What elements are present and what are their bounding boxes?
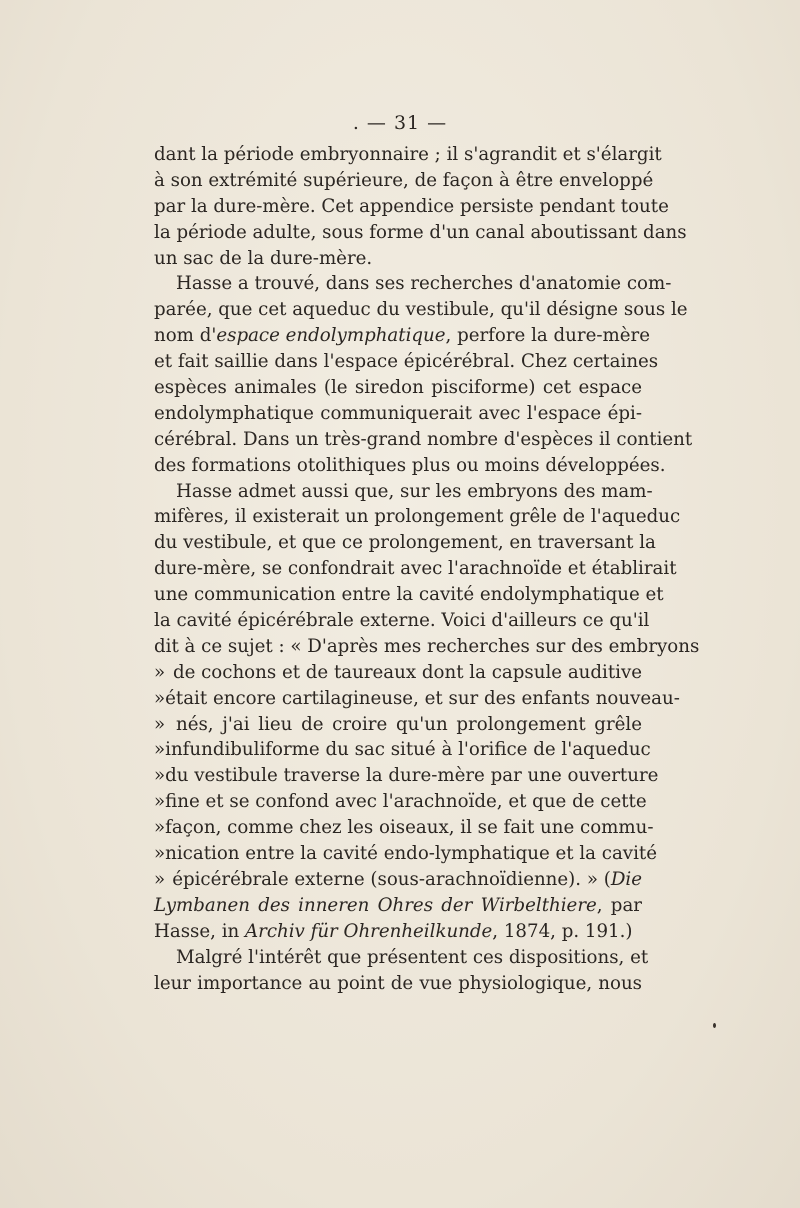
text-line xyxy=(154,919,642,945)
quote-text: du vestibule traverse la dure-mère par une ouverture xyxy=(165,765,659,787)
text-segment: nom d' xyxy=(154,325,217,347)
text-line: espèces animales (le siredon pisciforme) cet espace xyxy=(154,377,642,399)
text-line: la période adulte, sous forme d'un canal aboutissant dans xyxy=(154,221,687,243)
text-line: des formations otolithiques plus ou moins développées. xyxy=(154,454,666,476)
text-line: et fait saillie dans l'espace épicérébral. Chez certaines xyxy=(154,351,659,373)
text-line xyxy=(154,893,642,919)
text-segment: Hasse, in xyxy=(154,920,246,942)
page-number-header: . — 31 — xyxy=(352,112,448,134)
quote-mark: » xyxy=(154,843,166,865)
text-line: parée, que cet aqueduc du vestibule, qu'il désigne sous le xyxy=(154,299,688,321)
text-line: Hasse a trouvé, dans ses recherches d'anatomie com- xyxy=(176,273,672,295)
text-line: Malgré l'intérêt que présentent ces dispositions, et xyxy=(176,946,649,968)
text-segment: , 1874, p. 191.) xyxy=(492,920,633,942)
ink-speck xyxy=(713,1023,716,1028)
quote-mark: » xyxy=(154,791,166,813)
text-line: leur importance au point de vue physiologique, nous xyxy=(154,972,642,994)
quote-text xyxy=(172,867,642,893)
quote-text: nication entre la cavité endo-lymphatique et la cavité xyxy=(165,843,657,865)
text-line: endolymphatique communiquerait avec l'espace épi- xyxy=(154,402,642,424)
text-line xyxy=(154,712,642,738)
quote-mark: » xyxy=(154,713,166,735)
text-line xyxy=(154,660,642,686)
text-line xyxy=(154,841,657,867)
italic-segment: Archiv für Ohrenheilkunde xyxy=(245,920,493,942)
quote-text: de cochons et de taureaux dont la capsule auditive xyxy=(172,661,642,683)
quote-mark: » xyxy=(154,765,166,787)
text-line: mifères, il existerait un prolongement grêle de l'aqueduc xyxy=(154,506,681,528)
text-line: du vestibule, et que ce prolongement, en traversant la xyxy=(154,532,656,554)
quote-text: infundibuliforme du sac situé à l'orifice de l'aqueduc xyxy=(165,739,651,761)
text-line: cérébral. Dans un très-grand nombre d'espèces il contient xyxy=(154,428,693,450)
text-segment: , perfore la dure-mère xyxy=(445,325,650,347)
quote-text: était encore cartilagineuse, et sur des enfants nouveau- xyxy=(165,687,680,709)
quote-text: nés, j'ai lieu de croire qu'un prolongement grêle xyxy=(176,713,642,735)
italic-segment: Lymbanen des inneren Ohres der Wirbelthiere xyxy=(154,894,597,916)
body-text xyxy=(154,142,700,996)
text-line: la cavité épicérébrale externe. Voici d'ailleurs ce qu'il xyxy=(154,610,650,632)
text-line: dit à ce sujet : « D'après mes recherches sur des embryons xyxy=(154,635,700,657)
text-line: par la dure-mère. Cet appendice persiste pendant toute xyxy=(154,195,669,217)
text-segment: , par xyxy=(596,894,642,916)
text-line: Hasse admet aussi que, sur les embryons des mam- xyxy=(176,480,653,502)
text-line: un sac de la dure-mère. xyxy=(154,247,373,269)
quote-text: fine et se confond avec l'arachnoïde, et que de cette xyxy=(165,791,647,813)
italic-segment: Die xyxy=(610,868,642,890)
text-line: à son extrémité supérieure, de façon à être enveloppé xyxy=(154,169,654,191)
text-line: dure-mère, se confondrait avec l'arachnoïde et établirait xyxy=(154,558,677,580)
quote-mark: » xyxy=(154,868,166,890)
text-segment: épicérébrale externe (sous-arachnoïdienne). » ( xyxy=(172,868,611,890)
text-line xyxy=(154,323,650,349)
quote-text: façon, comme chez les oiseaux, il se fait une commu- xyxy=(165,817,654,839)
quote-mark: » xyxy=(154,661,166,683)
quote-mark: » xyxy=(154,817,166,839)
text-line xyxy=(154,686,680,712)
text-line: une communication entre la cavité endolymphatique et xyxy=(154,584,664,606)
quote-mark: » xyxy=(154,739,166,761)
italic-segment: espace endolymphatique xyxy=(216,325,446,347)
quote-mark: » xyxy=(154,687,166,709)
text-line xyxy=(154,737,651,763)
text-line xyxy=(154,867,642,893)
text-line xyxy=(154,815,654,841)
text-line xyxy=(154,789,647,815)
text-line: dant la période embryonnaire ; il s'agrandit et s'élargit xyxy=(154,144,662,165)
text-line xyxy=(154,763,659,789)
